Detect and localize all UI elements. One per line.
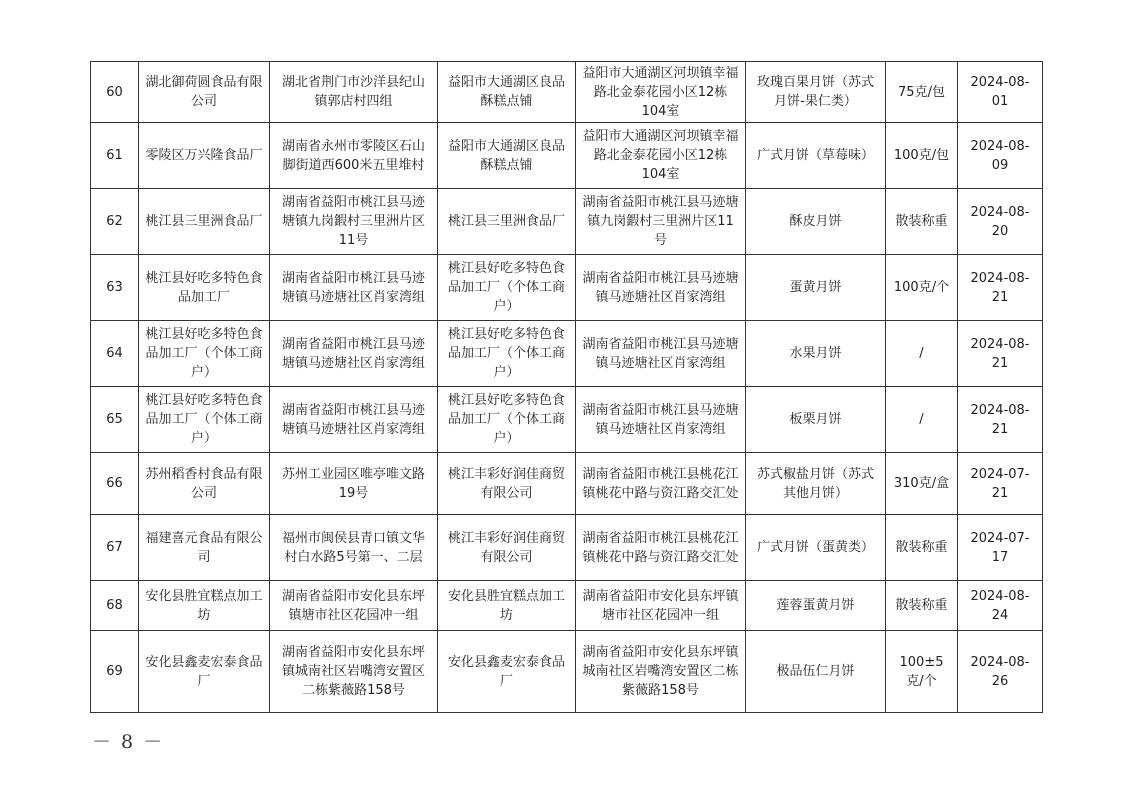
row-number-cell: 65 [91, 387, 139, 453]
production-date-cell: 2024-07-17 [958, 515, 1043, 581]
seller-address-cell: 湖南省益阳市桃江县桃花江镇桃花中路与资江路交汇处 [576, 453, 746, 515]
manufacturer-name-cell: 湖北御荷圆食品有限公司 [139, 62, 270, 123]
row-number-cell: 64 [91, 321, 139, 387]
production-date-cell: 2024-08-09 [958, 123, 1043, 189]
row-number-cell: 68 [91, 581, 139, 631]
product-name-cell: 广式月饼（草莓味） [746, 123, 886, 189]
table-row [91, 321, 1043, 387]
product-spec-cell: / [886, 387, 958, 453]
table-row [91, 631, 1043, 713]
seller-name-cell: 桃江丰彩好润佳商贸有限公司 [438, 515, 576, 581]
food-inspection-table [90, 61, 1043, 713]
manufacturer-name-cell: 桃江县好吃多特色食品加工厂 [139, 255, 270, 321]
manufacturer-address-cell: 湖南省益阳市桃江县马迹塘镇马迹塘社区肖家湾组 [270, 255, 438, 321]
manufacturer-address-cell: 湖南省益阳市桃江县马迹塘镇马迹塘社区肖家湾组 [270, 321, 438, 387]
seller-name-cell: 桃江县三里洲食品厂 [438, 189, 576, 255]
row-number-cell: 60 [91, 62, 139, 123]
row-number-cell: 61 [91, 123, 139, 189]
product-name-cell: 玫瑰百果月饼（苏式月饼-果仁类） [746, 62, 886, 123]
manufacturer-address-cell: 福州市闽侯县青口镇文华村白水路5号第一、二层 [270, 515, 438, 581]
manufacturer-name-cell: 桃江县三里洲食品厂 [139, 189, 270, 255]
seller-address-cell: 湖南省益阳市桃江县马迹塘镇马迹塘社区肖家湾组 [576, 321, 746, 387]
seller-name-cell: 安化县胜宜糕点加工坊 [438, 581, 576, 631]
seller-address-cell: 湖南省益阳市桃江县马迹塘镇九岗鍜村三里洲片区11号 [576, 189, 746, 255]
row-number-cell: 63 [91, 255, 139, 321]
production-date-cell: 2024-08-24 [958, 581, 1043, 631]
product-spec-cell: 100克/个 [886, 255, 958, 321]
product-spec-cell: 100克/包 [886, 123, 958, 189]
seller-name-cell: 益阳市大通湖区良品酥糕点铺 [438, 62, 576, 123]
product-name-cell: 莲蓉蛋黄月饼 [746, 581, 886, 631]
product-name-cell: 苏式椒盐月饼（苏式其他月饼） [746, 453, 886, 515]
manufacturer-name-cell: 安化县胜宜糕点加工坊 [139, 581, 270, 631]
product-spec-cell: 100±5克/个 [886, 631, 958, 713]
production-date-cell: 2024-08-21 [958, 321, 1043, 387]
seller-address-cell: 益阳市大通湖区河坝镇幸福路北金泰花园小区12栋104室 [576, 62, 746, 123]
production-date-cell: 2024-08-01 [958, 62, 1043, 123]
row-number-cell: 69 [91, 631, 139, 713]
row-number-cell: 62 [91, 189, 139, 255]
seller-address-cell: 湖南省益阳市安化县东坪镇城南社区岩嘴湾安置区二栋紫薇路158号 [576, 631, 746, 713]
page-number: － 8 － [92, 731, 165, 753]
manufacturer-name-cell: 福建喜元食品有限公司 [139, 515, 270, 581]
manufacturer-address-cell: 苏州工业园区唯亭唯文路19号 [270, 453, 438, 515]
production-date-cell: 2024-08-21 [958, 387, 1043, 453]
manufacturer-name-cell: 桃江县好吃多特色食品加工厂（个体工商户） [139, 321, 270, 387]
table-row [91, 189, 1043, 255]
seller-address-cell: 湖南省益阳市桃江县马迹塘镇马迹塘社区肖家湾组 [576, 255, 746, 321]
production-date-cell: 2024-08-21 [958, 255, 1043, 321]
production-date-cell: 2024-07-21 [958, 453, 1043, 515]
manufacturer-name-cell: 苏州稻香村食品有限公司 [139, 453, 270, 515]
product-spec-cell: 散装称重 [886, 515, 958, 581]
table-body [91, 62, 1043, 713]
seller-address-cell: 湖南省益阳市桃江县马迹塘镇马迹塘社区肖家湾组 [576, 387, 746, 453]
seller-name-cell: 安化县鑫麦宏泰食品厂 [438, 631, 576, 713]
manufacturer-address-cell: 湖北省荆门市沙洋县纪山镇郭店村四组 [270, 62, 438, 123]
product-spec-cell: 75克/包 [886, 62, 958, 123]
product-name-cell: 板栗月饼 [746, 387, 886, 453]
row-number-cell: 67 [91, 515, 139, 581]
table-row [91, 387, 1043, 453]
seller-name-cell: 益阳市大通湖区良品酥糕点铺 [438, 123, 576, 189]
seller-name-cell: 桃江县好吃多特色食品加工厂（个体工商户） [438, 255, 576, 321]
seller-address-cell: 湖南省益阳市安化县东坪镇塘市社区花园冲一组 [576, 581, 746, 631]
product-spec-cell: 散装称重 [886, 189, 958, 255]
seller-address-cell: 益阳市大通湖区河坝镇幸福路北金泰花园小区12栋104室 [576, 123, 746, 189]
production-date-cell: 2024-08-26 [958, 631, 1043, 713]
manufacturer-name-cell: 安化县鑫麦宏泰食品厂 [139, 631, 270, 713]
seller-name-cell: 桃江县好吃多特色食品加工厂（个体工商户） [438, 321, 576, 387]
table-row [91, 515, 1043, 581]
seller-name-cell: 桃江丰彩好润佳商贸有限公司 [438, 453, 576, 515]
manufacturer-address-cell: 湖南省益阳市桃江县马迹塘镇马迹塘社区肖家湾组 [270, 387, 438, 453]
row-number-cell: 66 [91, 453, 139, 515]
seller-address-cell: 湖南省益阳市桃江县桃花江镇桃花中路与资江路交汇处 [576, 515, 746, 581]
seller-name-cell: 桃江县好吃多特色食品加工厂（个体工商户） [438, 387, 576, 453]
manufacturer-address-cell: 湖南省益阳市安化县东坪镇塘市社区花园冲一组 [270, 581, 438, 631]
table-row [91, 123, 1043, 189]
product-spec-cell: 散装称重 [886, 581, 958, 631]
manufacturer-address-cell: 湖南省永州市零陵区石山脚街道西600米五里堆村 [270, 123, 438, 189]
table-row [91, 255, 1043, 321]
product-name-cell: 极品伍仁月饼 [746, 631, 886, 713]
production-date-cell: 2024-08-20 [958, 189, 1043, 255]
table-row [91, 453, 1043, 515]
table-row [91, 581, 1043, 631]
manufacturer-name-cell: 零陵区万兴隆食品厂 [139, 123, 270, 189]
manufacturer-address-cell: 湖南省益阳市桃江县马迹塘镇九岗鍜村三里洲片区11号 [270, 189, 438, 255]
table-row [91, 62, 1043, 123]
manufacturer-address-cell: 湖南省益阳市安化县东坪镇城南社区岩嘴湾安置区二栋紫薇路158号 [270, 631, 438, 713]
product-name-cell: 广式月饼（蛋黄类） [746, 515, 886, 581]
product-name-cell: 蛋黄月饼 [746, 255, 886, 321]
product-spec-cell: 310克/盒 [886, 453, 958, 515]
manufacturer-name-cell: 桃江县好吃多特色食品加工厂（个体工商户） [139, 387, 270, 453]
product-spec-cell: / [886, 321, 958, 387]
product-name-cell: 水果月饼 [746, 321, 886, 387]
product-name-cell: 酥皮月饼 [746, 189, 886, 255]
